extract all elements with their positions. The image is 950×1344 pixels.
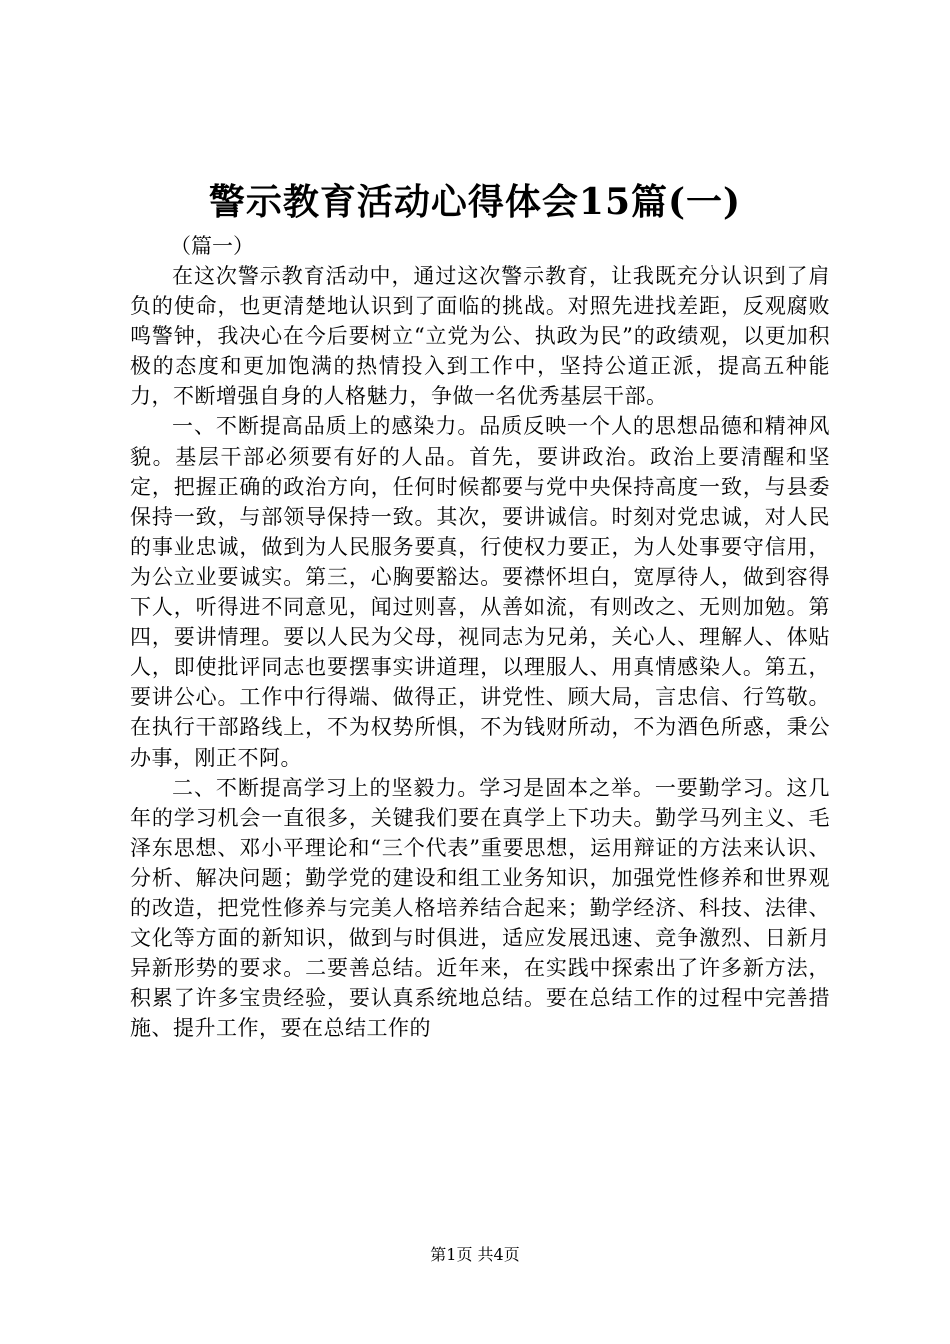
document-body (130, 231, 830, 1043)
paragraph-intro: 在这次警示教育活动中，通过这次警示教育，让我既充分认识到了肩负的使命，也更清楚地认识到了面临的挑战。对照先进找差距，反观腐败鸣警钟，我决心在今后要树立“立党为公、执政为民”的政绩观，以更加积极的态度和更加饱满的热情投入到工作中，坚持公道正派，提高五种能力，不断增强自身的人格魅力，争做一名优秀基层干部。 (130, 264, 830, 409)
section-label: （篇一） (170, 234, 254, 258)
paragraph-point-one: 一、不断提高品质上的感染力。品质反映一个人的思想品德和精神风貌。基层干部必须要有好的人品。首先，要讲政治。政治上要清醒和坚定，把握正确的政治方向，任何时候都要与党中央保持高度一致，与县委保持一致，与部领导保持一致。其次，要讲诚信。时刻对党忠诚，对人民的事业忠诚，做到为人民服务要真，行使权力要正，为人处事要守信用，为公立业要诚实。第三，心胸要豁达。要襟怀坦白，宽厚待人，做到容得下人，听得进不同意见，闻过则喜，从善如流，有则改之、无则加勉。第四，要讲情理。要以人民为父母，视同志为兄弟，关心人、理解人、体贴人，即使批评同志也要摆事实讲道理，以理服人、用真情感染人。第五，要讲公心。工作中行得端、做得正，讲党性、顾大局，言忠信、行笃敬。在执行干部路线上，不为权势所惧，不为钱财所动，不为酒色所惑，秉公办事，刚正不阿。 (130, 414, 830, 770)
document-title: 警示教育活动心得体会15篇(一) (208, 181, 742, 223)
paragraph-point-two: 二、不断提高学习上的坚毅力。学习是固本之举。一要勤学习。这几年的学习机会一直很多，关键我们要在真学上下功夫。勤学马列主义、毛泽东思想、邓小平理论和“三个代表”重要思想，运用辩证的方法来认识、分析、解决问题；勤学党的建设和组工业务知识，加强党性修养和世界观的改造，把党性修养与完美人格培养结合起来；勤学经济、科技、法律、文化等方面的新知识，做到与时俱进，适应发展迅速、竞争激烈、日新月异新形势的要求。二要善总结。近年来，在实践中探索出了许多新方法，积累了许多宝贵经验，要认真系统地总结。要在总结工作的过程中完善措施、提升工作，要在总结工作的 (130, 775, 830, 1041)
page-footer: 第1页 共4页 (430, 1245, 520, 1264)
